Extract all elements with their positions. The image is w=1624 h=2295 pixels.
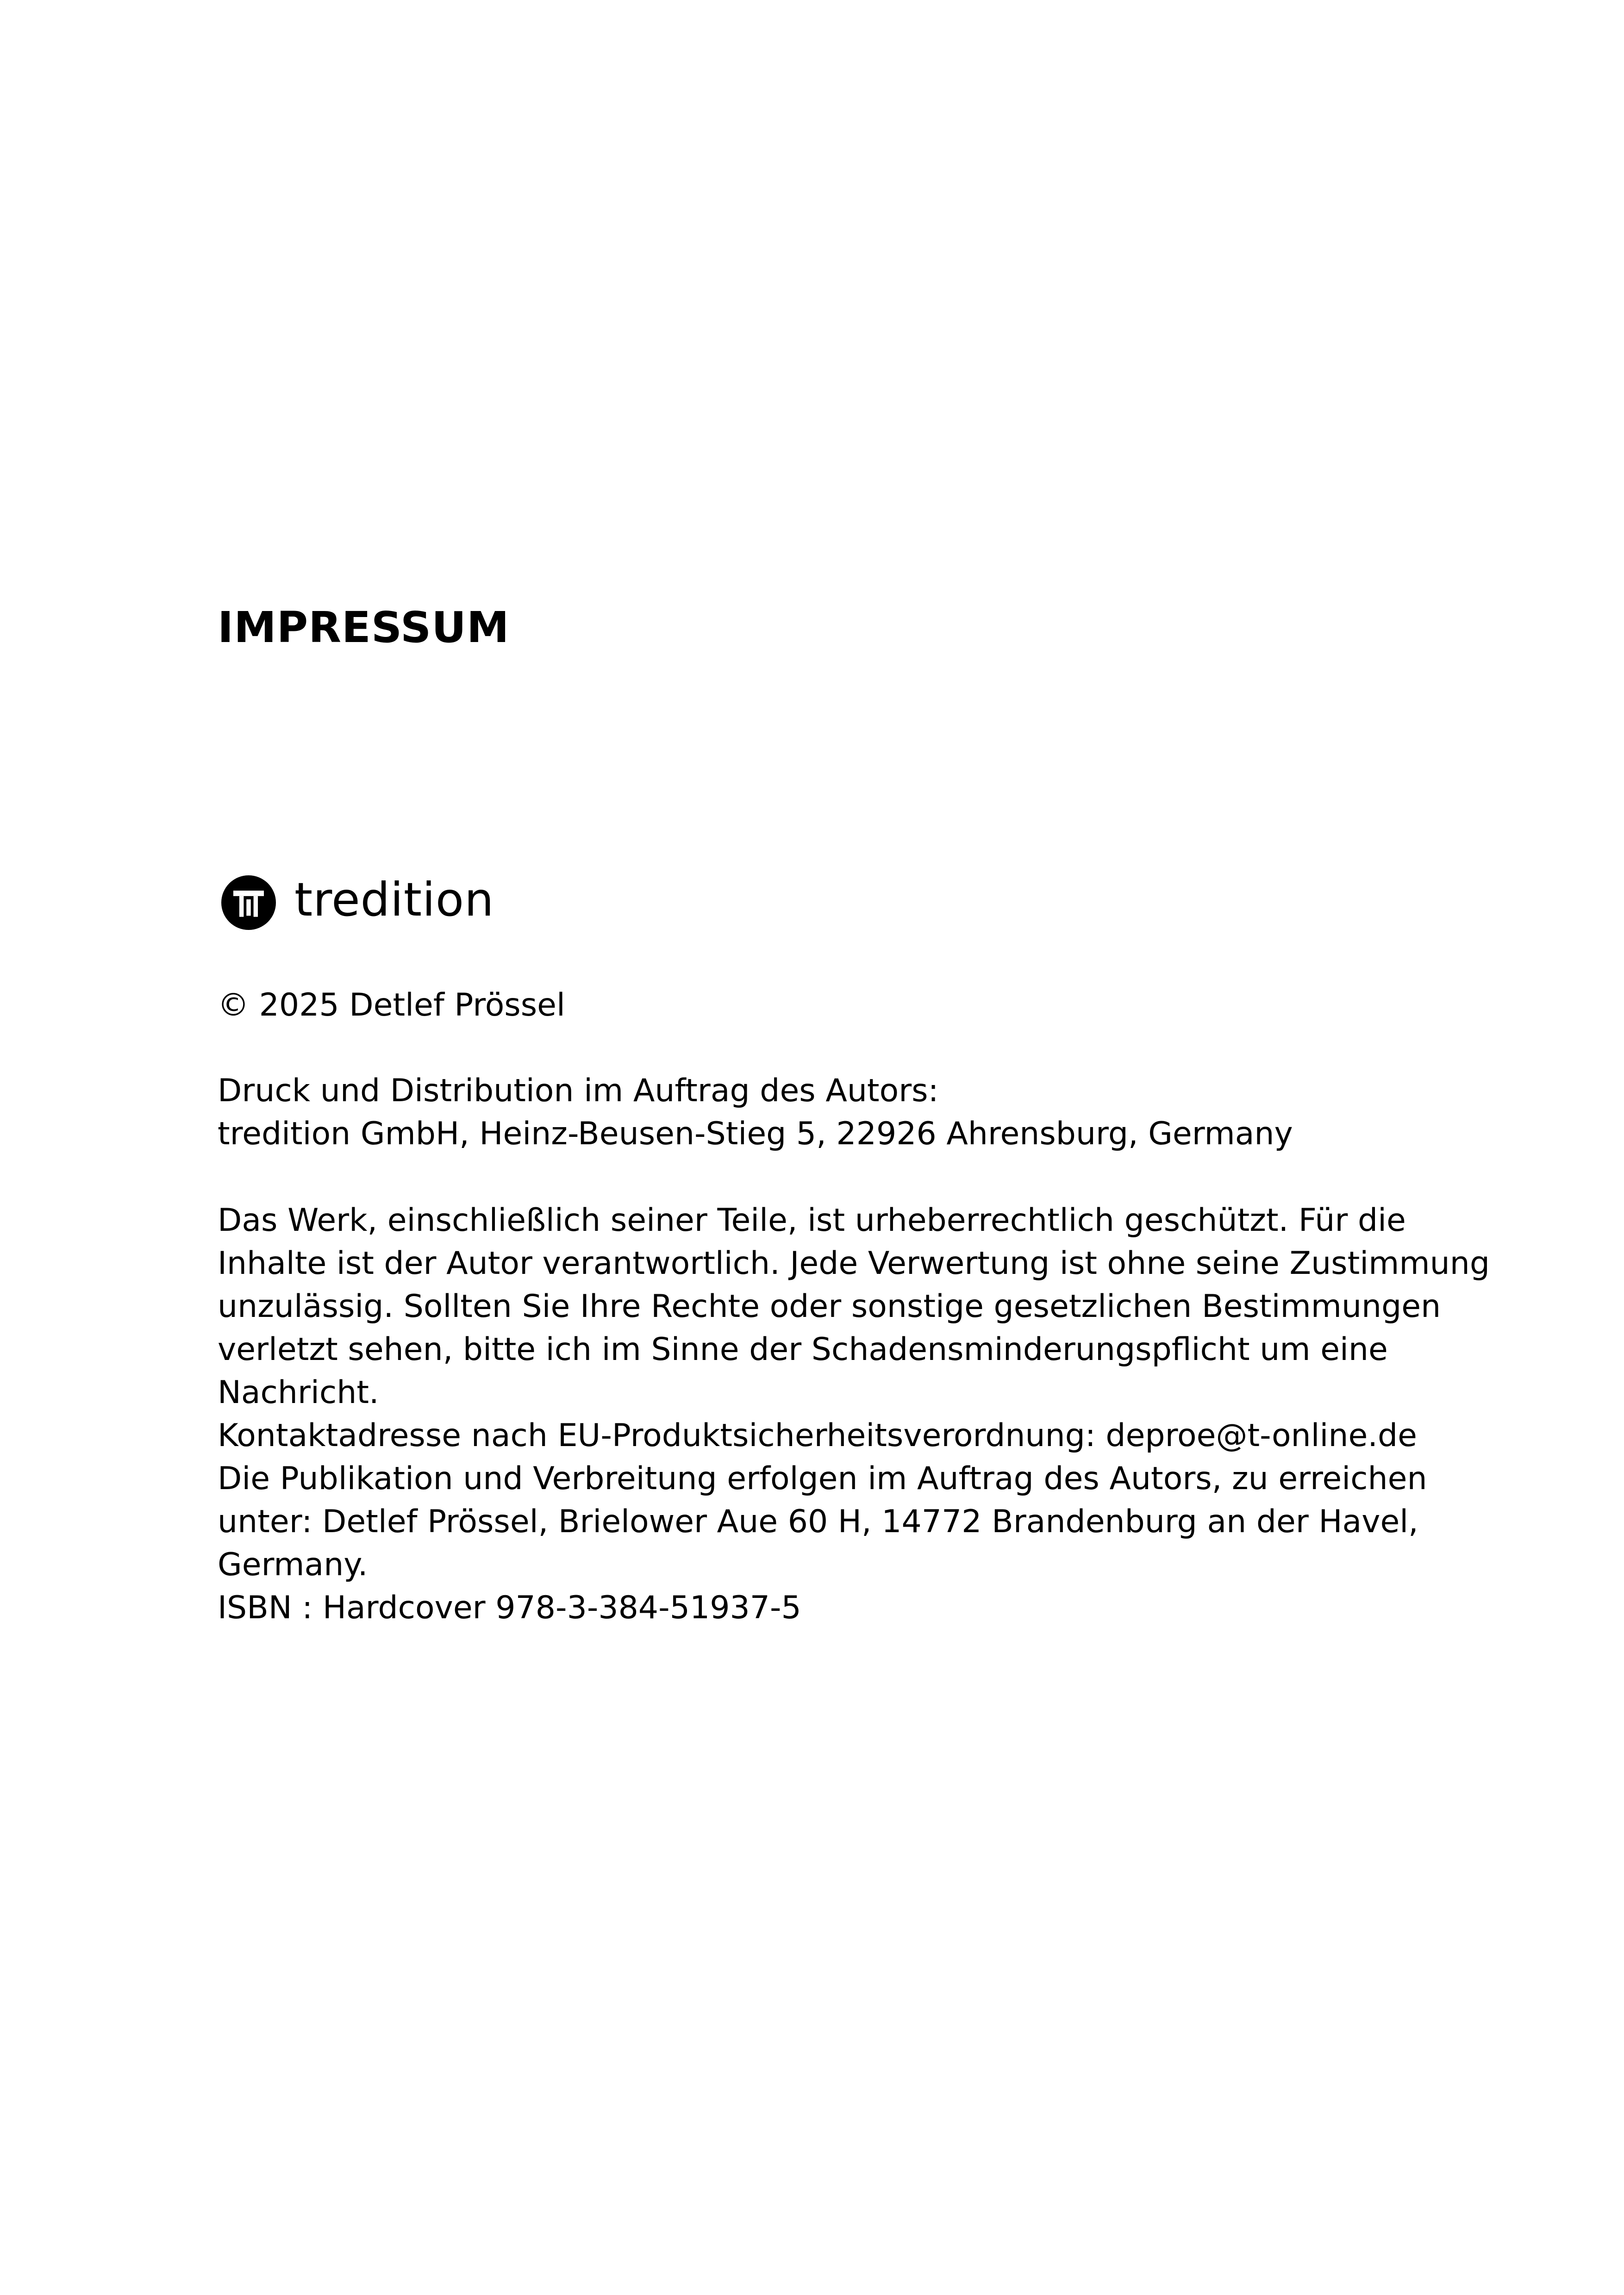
legal-line: unzulässig. Sollten Sie Ihre Rechte oder sonstige gesetzlichen Bestimmungen (218, 1288, 1441, 1325)
legal-line: Nachricht. (218, 1374, 379, 1411)
publisher-logo (221, 875, 494, 930)
print-line: tredition GmbH, Heinz-Beusen-Stieg 5, 22926 Ahrensburg, Germany (218, 1116, 1293, 1152)
legal-line: Germany. (218, 1547, 368, 1583)
print-line: Druck und Distribution im Auftrag des Autors: (218, 1073, 939, 1109)
page-title: IMPRESSUM (218, 603, 510, 652)
legal-line: Die Publikation und Verbreitung erfolgen im Auftrag des Autors, zu erreichen (218, 1460, 1427, 1497)
legal-line: unter: Detlef Prössel, Brielower Aue 60 H, 14772 Brandenburg an der Havel, (218, 1503, 1418, 1540)
legal-line: verletzt sehen, bitte ich im Sinne der Schadensminderungspflicht um eine (218, 1331, 1388, 1368)
tredition-logo-icon (221, 875, 276, 930)
legal-line: Inhalte ist der Autor verantwortlich. Jede Verwertung ist ohne seine Zustimmung (218, 1245, 1490, 1282)
legal-notice-block (218, 1199, 1490, 1629)
legal-line: Das Werk, einschließlich seiner Teile, ist urheberrechtlich geschützt. Für die (218, 1202, 1406, 1239)
contact-line: Kontaktadresse nach EU-Produktsicherheitsverordnung: deproe@t-online.de (218, 1417, 1417, 1454)
isbn-line: ISBN : Hardcover 978-3-384-51937-5 (218, 1590, 801, 1626)
publisher-logo-text: tredition (294, 873, 494, 927)
print-distribution-block (218, 1069, 1468, 1155)
copyright-line: © 2025 Detlef Prössel (218, 987, 565, 1023)
